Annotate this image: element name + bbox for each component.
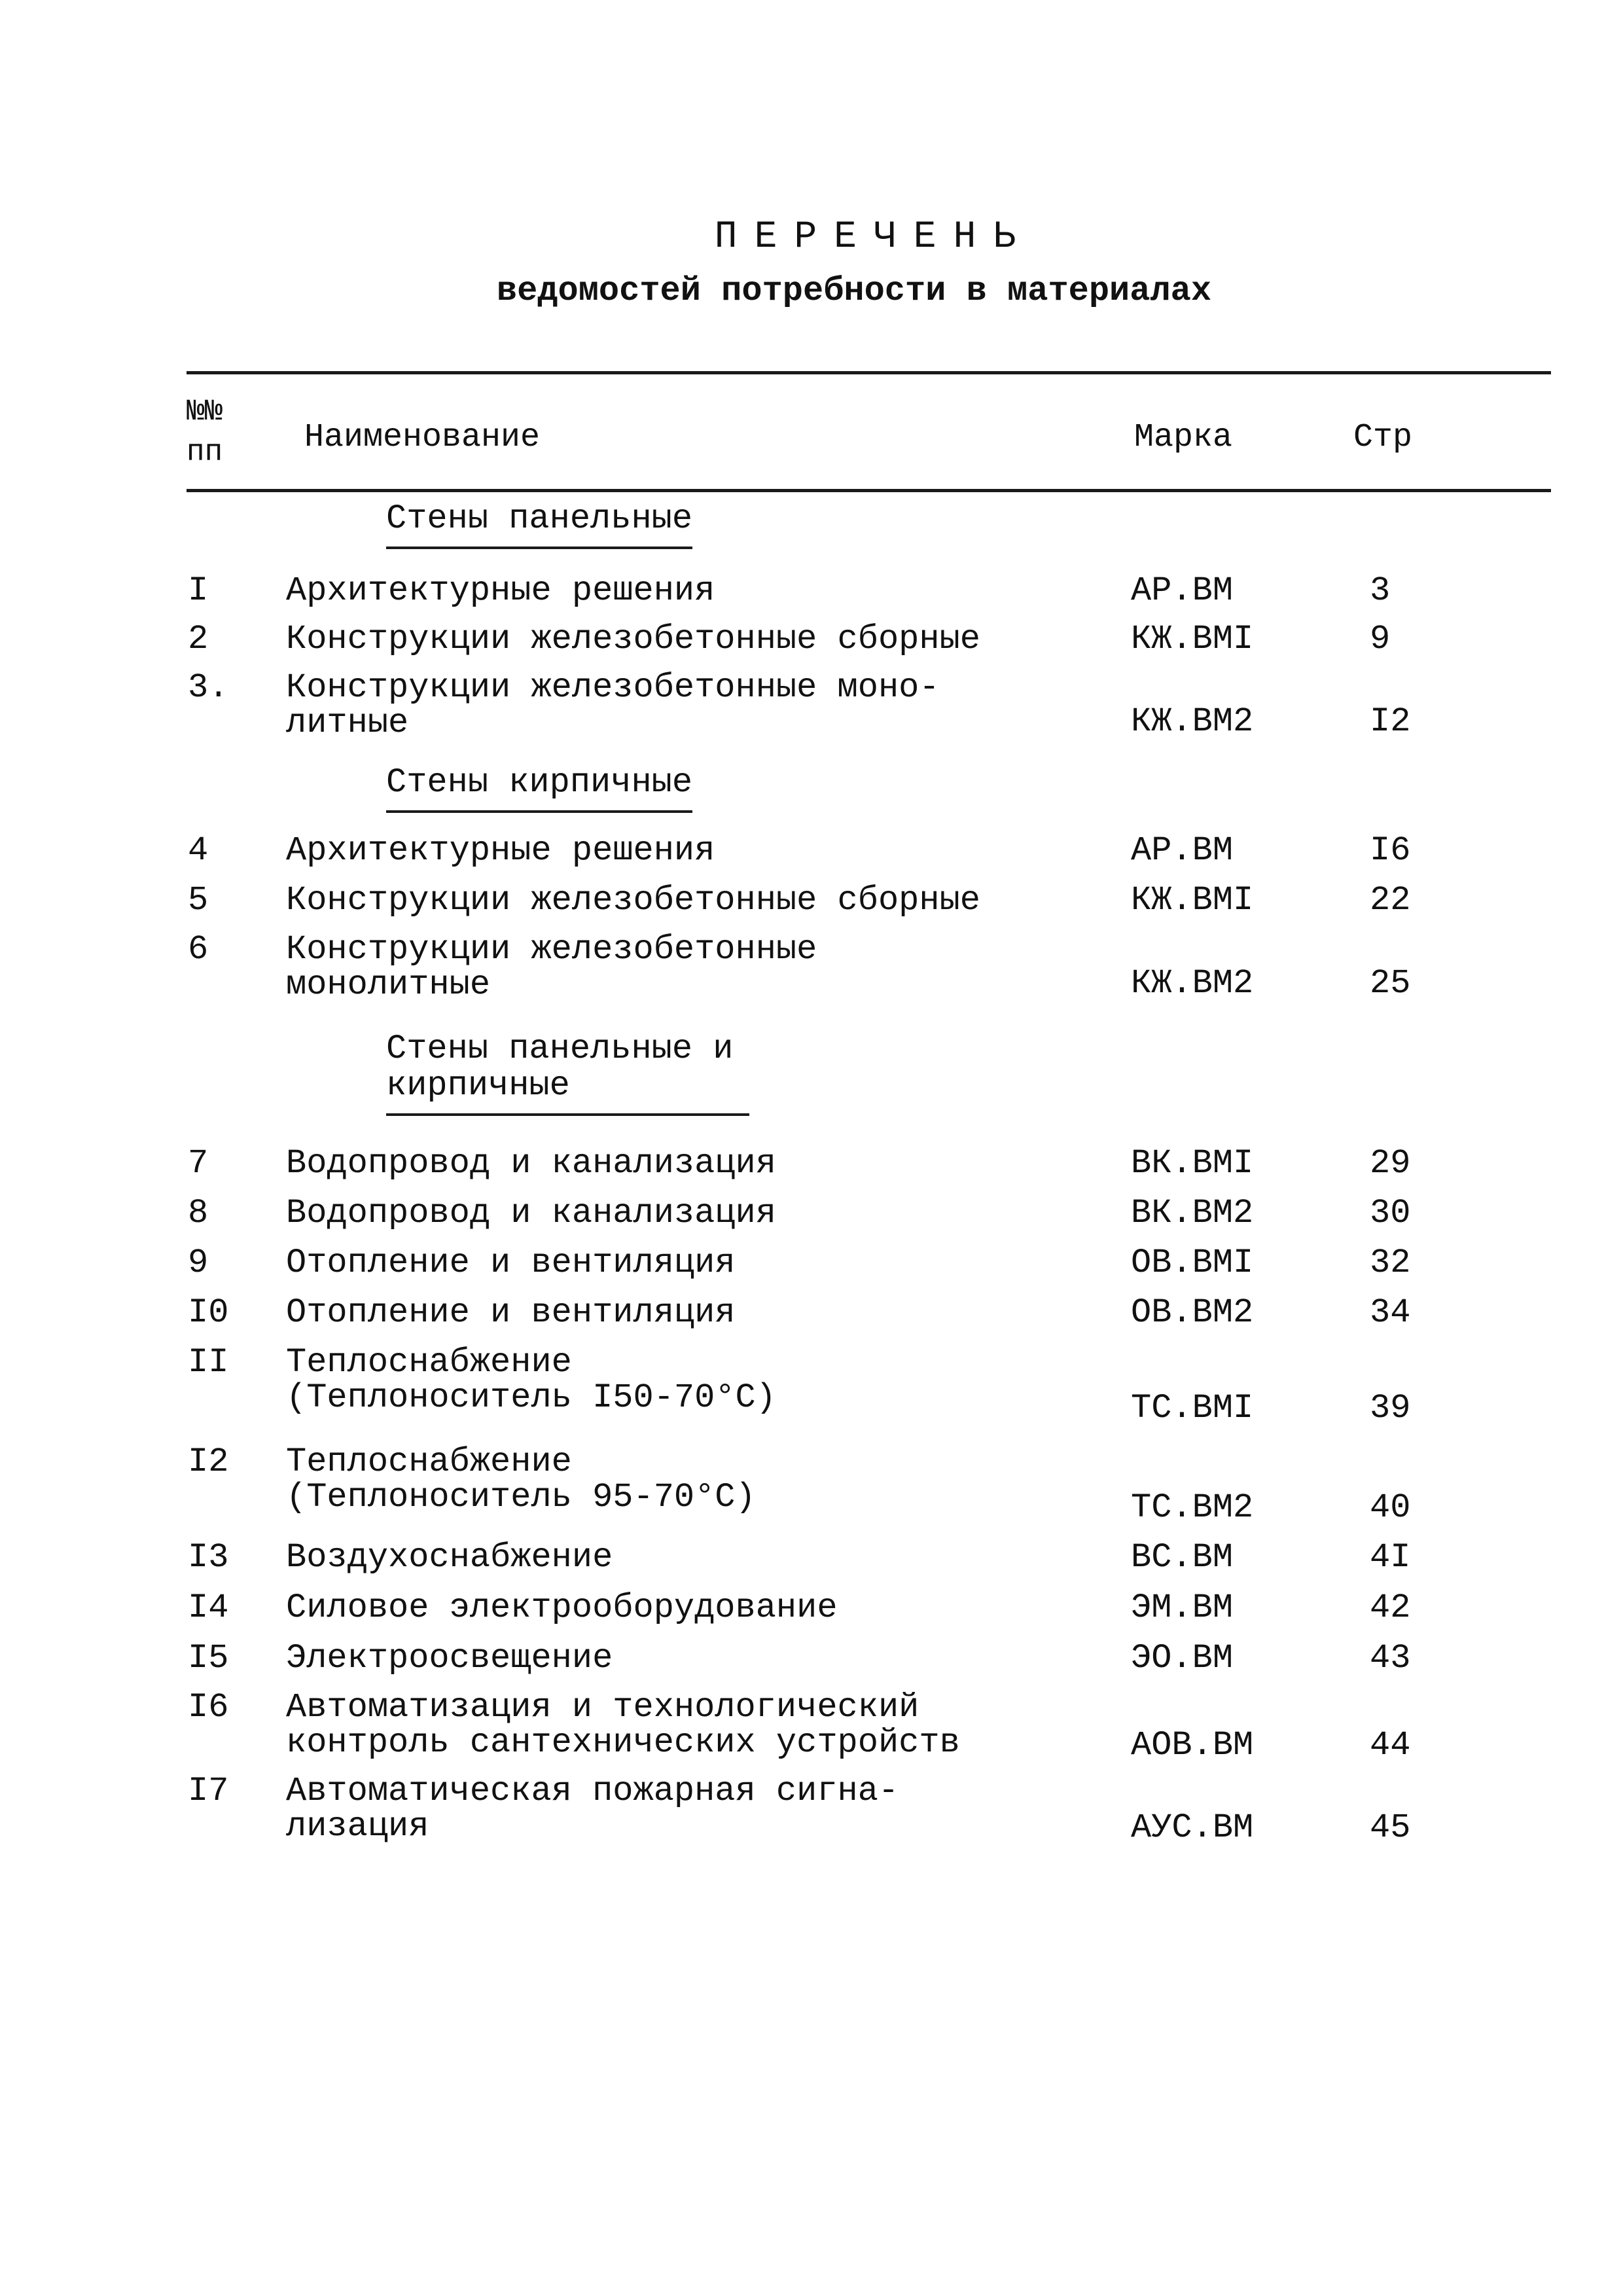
row-page: 9 [1370, 620, 1391, 658]
row-page: 44 [1370, 1726, 1411, 1765]
row-mark: ВК.ВМI [1131, 1144, 1254, 1183]
row-mark: АУС.ВМ [1131, 1808, 1254, 1847]
row-mark: ЭМ.ВМ [1131, 1588, 1234, 1627]
row-mark: АОВ.ВМ [1131, 1726, 1254, 1765]
row-number: I3 [188, 1538, 229, 1577]
row-number: I [188, 571, 209, 610]
row-page: 29 [1370, 1144, 1411, 1183]
row-name: Электроосвещение [286, 1639, 613, 1677]
row-number: II [188, 1343, 229, 1382]
row-number: I2 [188, 1443, 229, 1481]
header-name: Наименование [304, 419, 541, 456]
header-number-line2: пп [187, 435, 223, 469]
row-number: I5 [188, 1639, 229, 1677]
row-page: 4I [1370, 1538, 1411, 1577]
row-mark: ТС.ВМI [1131, 1389, 1254, 1427]
row-page: 40 [1370, 1488, 1411, 1527]
row-mark: ВС.ВМ [1131, 1538, 1234, 1577]
row-name: Силовое электрооборудование [286, 1588, 838, 1627]
row-page: 22 [1370, 881, 1411, 920]
row-name: Конструкции железобетонные монолитные [286, 930, 817, 1004]
row-name: Отопление и вентиляция [286, 1244, 736, 1282]
row-number: 8 [188, 1194, 209, 1232]
row-name: Конструкции железобетонные сборные [286, 620, 980, 658]
row-page: 32 [1370, 1244, 1411, 1282]
row-number: 5 [188, 881, 209, 920]
header-number [187, 391, 223, 473]
section-title-text: Стены панельные и кирпичные [386, 1030, 734, 1105]
row-page: I2 [1370, 702, 1411, 741]
row-page: 39 [1370, 1389, 1411, 1427]
row-page: I6 [1370, 831, 1411, 870]
row-number: 2 [188, 620, 209, 658]
row-mark: АР.ВМ [1131, 571, 1234, 610]
document-subtitle: ведомостей потребности в материалах [496, 272, 1212, 310]
row-mark: ОВ.ВМ2 [1131, 1293, 1254, 1332]
row-name: Архитектурные решения [286, 831, 715, 870]
row-mark: ВК.ВМ2 [1131, 1194, 1254, 1232]
row-name: Автоматизация и технологический контроль сантехнических устройств [286, 1688, 960, 1762]
document-title: ПЕРЕЧЕНЬ [714, 216, 1033, 259]
table-top-rule [187, 371, 1551, 374]
row-mark: КЖ.ВМ2 [1131, 702, 1254, 741]
row-mark: ТС.ВМ2 [1131, 1488, 1254, 1527]
row-number: 3. [188, 668, 229, 707]
row-number: I6 [188, 1688, 229, 1727]
row-name: Автоматическая пожарная сигна- лизация [286, 1772, 899, 1846]
row-mark: ОВ.ВМI [1131, 1244, 1254, 1282]
table-header-rule [187, 489, 1551, 492]
section-title-panel: Стены панельные [386, 501, 692, 549]
row-page: 30 [1370, 1194, 1411, 1232]
row-name: Водопровод и канализация [286, 1144, 776, 1183]
row-mark: КЖ.ВМI [1131, 881, 1254, 920]
row-mark: ЭО.ВМ [1131, 1639, 1234, 1677]
row-name: Конструкции железобетонные моно- литные [286, 668, 940, 742]
row-name: Воздухоснабжение [286, 1538, 613, 1577]
row-page: 34 [1370, 1293, 1411, 1332]
row-number: I4 [188, 1588, 229, 1627]
row-name: Отопление и вентиляция [286, 1293, 736, 1332]
row-name: Теплоснабжение (Теплоноситель I50-70°С) [286, 1343, 776, 1417]
row-name: Архитектурные решения [286, 571, 715, 610]
row-page: 42 [1370, 1588, 1411, 1627]
row-name: Конструкции железобетонные сборные [286, 881, 980, 920]
row-mark: КЖ.ВМ2 [1131, 964, 1254, 1003]
row-number: 7 [188, 1144, 209, 1183]
row-name: Теплоснабжение (Теплоноситель 95-70°С) [286, 1443, 756, 1516]
row-mark: АР.ВМ [1131, 831, 1234, 870]
row-number: 6 [188, 930, 209, 969]
section-title-panel-brick [386, 1031, 749, 1116]
row-name: Водопровод и канализация [286, 1194, 776, 1232]
row-number: 9 [188, 1244, 209, 1282]
row-page: 25 [1370, 964, 1411, 1003]
header-page: Стр [1353, 419, 1413, 456]
header-mark: Марка [1134, 419, 1233, 456]
row-number: I0 [188, 1293, 229, 1332]
row-page: 3 [1370, 571, 1391, 610]
section-title-brick: Стены кирпичные [386, 764, 692, 813]
row-number: I7 [188, 1772, 229, 1810]
header-number-line1: №№ [187, 395, 223, 429]
row-mark: КЖ.ВМI [1131, 620, 1254, 658]
row-page: 43 [1370, 1639, 1411, 1677]
row-page: 45 [1370, 1808, 1411, 1847]
row-number: 4 [188, 831, 209, 870]
